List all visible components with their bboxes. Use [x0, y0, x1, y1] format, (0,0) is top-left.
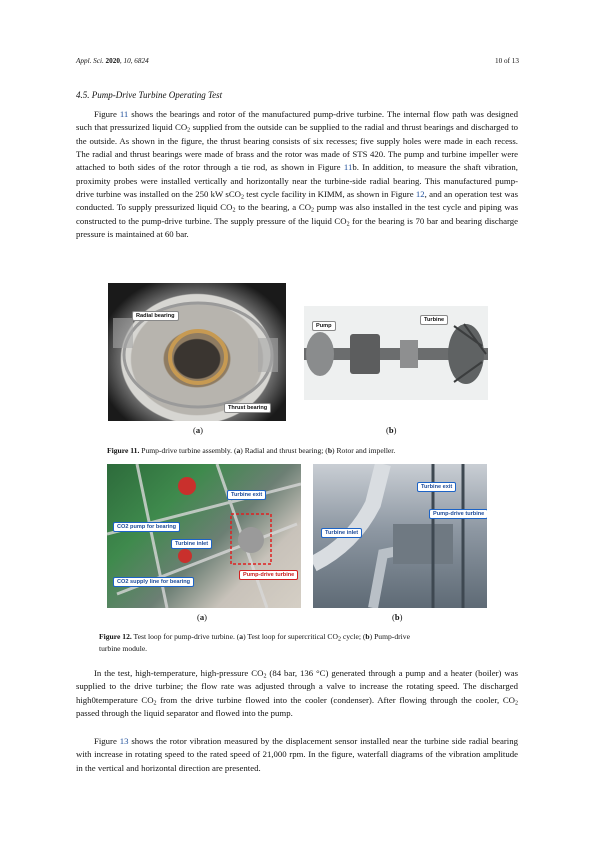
- label-turbine-inlet: Turbine inlet: [171, 539, 212, 549]
- paragraph-vibration: Figure 13 shows the rotor vibration measured by the displacement sensor installed near the turbine side radial bearing with increase in rotating speed to the rated speed of 21,000 rpm. In the figure, waterfall diagrams of the vibration amplitude in the vertical and horizontal direction are presented.: [76, 736, 518, 773]
- label-pump-drive-turbine: Pump-drive turbine: [429, 509, 487, 519]
- paragraph-test-procedure: In the test, high-temperature, high-pressure $CO_2$ (84 bar, 136 °C) generated through a pump and a heater (boiler) was supplied to the drive turbine; the flow rate was adjusted through a valve to increase the rotating speed. The discharged high0temperature $CO_2$ from the drive turbine flowed into the cooler (condenser). After flowing through the cooler, $CO_2$ passed through the liquid separator and flowed into the pump.: [76, 668, 518, 719]
- figure-11-caption: Figure 11. Pump-drive turbine assembly. (a) Radial and thrust bearing; (b) Rotor and impeller.: [107, 446, 396, 455]
- figure-12-caption: Figure 12. Test loop for pump-drive turbine. (a) Test loop for supercritical $CO_2$ cycle; (b) Pump-drive turbine module.: [99, 632, 410, 653]
- label-turbine-exit: Turbine exit: [227, 490, 266, 500]
- subfigure-b-label: (b): [392, 612, 403, 622]
- journal-year: 2020: [105, 57, 120, 65]
- running-header-citation: [76, 57, 149, 65]
- figure-link[interactable]: 11: [119, 109, 129, 119]
- section-title: 4.5. Pump-Drive Turbine Operating Test: [76, 90, 223, 100]
- paragraph-bearings-rotor: Figure 11 shows the bearings and rotor of the manufactured pump-drive turbine. The internal flow path was designed such that pressurized liquid $CO_2$ supplied from the outside can be supplied to the radial and thrust bearings and discharged to the outside. As shown in the figure, the thrust bearing consists of six recesses; five supply holes were made in each recess. The radial and thrust bearings were made of brass and the rotor was made of STS 420. The pump and turbine impeller were attached to both sides of the rotor through a tie rod, as shown in Figure 11b. In addition, to measure the shaft vibration, proximity probes were installed vertically and horizontally near the turbine-side radial bearing. This manufactured pump-drive turbine was installed on the 250 kW sCO$_2$ test cycle facility in KIMM, as shown in Figure 12, and an operation test was conducted. To supply pressurized liquid $CO_2$ to the bearing, a $CO_2$ pump was also installed in the test cycle and piping was constructed to the pump-drive turbine. The supply pressure of the liquid $CO_2$ for the bearing is 70 bar and bearing discharge pressure is maintained at 60 bar.: [76, 109, 519, 240]
- label-pump-drive-turbine: Pump-drive turbine: [239, 570, 298, 580]
- label-turbine-inlet: Turbine inlet: [321, 528, 362, 538]
- turbine-module-photo: [313, 464, 487, 608]
- figure-link[interactable]: 11: [343, 162, 353, 173]
- label-co2-supply-line: CO2 supply line for bearing: [113, 577, 194, 587]
- subfigure-a-label: (a): [193, 425, 203, 435]
- figure-link[interactable]: 13: [119, 736, 129, 746]
- label-thrust-bearing: Thrust bearing: [224, 403, 271, 413]
- subfigure-b-label: (b): [386, 425, 397, 435]
- label-turbine: Turbine: [420, 315, 448, 325]
- radial-thrust-bearing-photo: [108, 283, 286, 421]
- label-co2-pump: CO2 pump for bearing: [113, 522, 180, 532]
- label-pump: Pump: [312, 321, 336, 331]
- label-radial-bearing: Radial bearing: [132, 311, 179, 321]
- bearing-photo-detail: [108, 283, 286, 421]
- label-turbine-exit: Turbine exit: [417, 482, 456, 492]
- volume-article: , 10, 6824: [119, 57, 149, 65]
- rotor-impeller-photo: [304, 306, 488, 400]
- journal-name: Appl. Sci.: [76, 57, 104, 65]
- test-loop-photo: [107, 464, 301, 608]
- subfigure-a-label: (a): [197, 612, 207, 622]
- page-number: 10 of 13: [495, 57, 519, 65]
- figure-link[interactable]: 12: [415, 189, 425, 200]
